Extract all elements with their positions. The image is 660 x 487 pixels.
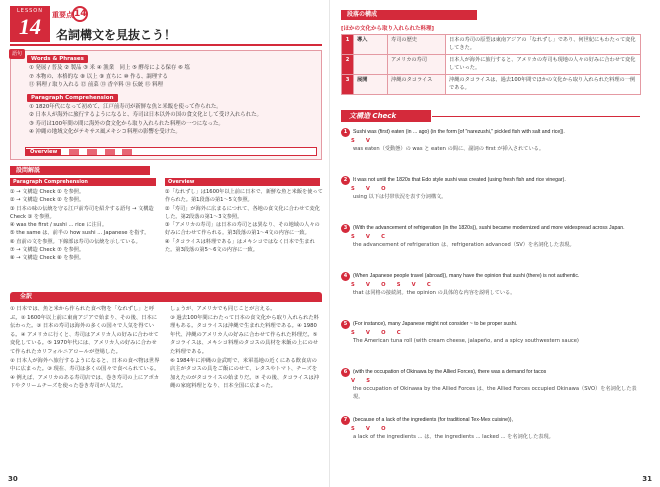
pc-line: ① → 文構造 Check ① を参照。 [10,189,85,195]
paragraph-line: ② 日本人が海外に旅行するようになると、寿司は日本以外の国の食文化として受け入れられた。 [29,112,262,119]
check-english: (because of a lack of the ingredients (for traditional Tex-Mex cuisine)), [353,417,513,423]
ov-line: ③「アメリカの寿司」は日本の寿司とは異なり、その地域の人々の好みに合わせて作られる。第3段落の第1〜4文の内容に一致。 [165,222,320,237]
check-note: the advancement of refrigeration は、refrigeration advanced（SV）を名詞化した表現。 [353,242,575,248]
translation-title: 全訳 [10,292,322,302]
row-index: 2 [342,55,354,75]
overview-label: Overview [26,149,61,156]
structure-subtitle: [ほかの文化から取り入れられた料理] [341,26,435,32]
row-kind: 導入 [354,35,388,55]
words-heading: Words & Phrases [27,55,88,63]
paragraph-line: ① 1820年代になって初めて、江戸前寿司が新鮮な魚と米飯を使って作られた。 [29,104,222,111]
row-index: 1 [342,35,354,55]
pc-heading: Paragraph Comprehension [10,178,156,186]
paragraph-heading: Paragraph Comprehension [27,94,118,102]
pc-line: ⑦ → 文構造 Check ⑦ を参照。 [10,247,85,254]
words-line: ⑦ 本物の、本格的な ⑧ 以上 ⑨ 直ちに ⑩ 作る、調理する [29,73,168,80]
check-item [341,128,641,153]
pc-line: ⑤ the same は、前半の how sushi ... Japanese を指す。 [10,230,150,237]
overview-chip [122,149,132,155]
translation-paragraph: ① 日本では、魚と米から作られた食べ物を「なれずし」と呼ぶ。② 1600年以上前に東南アジアで始まり、その後、日本に伝わった。③ 日本の寿司は海外の多くの国々で人気を得ている。④ アメリカに行くと、寿司はアメリカ人の好みに合わせて変化している。⑤ 1970年代には、アメリカ人の好みに合わせて作られたカリフォルニアロールが登場した。 [10,306,159,355]
check-item [341,416,641,441]
words-line: ① 発展 / 普及 ② 製品 ③ 米 ④ 漁業 同上 ⑤ 酵母による保存 ⑥ 塩 [29,65,190,72]
table-row [342,55,641,75]
check-note: the occupation of Okinawa by the Allied Forces は、the Allied Forces occupied Okinawa（SVO）を名詞化した表現。 [353,386,637,400]
lesson-number: 14 [19,14,41,39]
row-kind [354,55,388,75]
pc-line: ⑧ → 文構造 Check ⑧ を参照。 [10,255,85,262]
row-body: 日本人が海外に旅行すると、アメリカの寿司も現地の人々の好みに合わせて変化していった。 [446,55,641,75]
check-mark: 6 [341,368,350,377]
words-box [10,50,322,160]
row-body: 沖縄のタコライスは、過去100年間でほかの文化から取り入れられた料理の一例である。 [446,75,641,95]
row-title: アメリカの寿司 [388,55,446,75]
row-kind: 展開 [354,75,388,95]
pc-line: ⑥ 直前の文を参照。下線部は寿司の伝統を示している。 [10,238,141,245]
check-item [341,176,641,201]
row-title: 寿司の歴史 [388,35,446,55]
translation-col-2 [170,305,322,391]
check-english: (When Japanese people travel (abroad)), many have the opinion that sushi (there) is not authentic. [353,273,580,279]
page-title: 名詞構文を見抜こう！ [56,28,177,42]
pc-text [10,188,156,263]
check-mark: 2 [341,176,350,185]
overview-chip [105,149,115,155]
paragraph-line: ④ 沖縄の地域文化がテキサス風メキシコ料理の影響を受けた。 [29,129,181,136]
table-row [342,35,641,55]
check-sv: S V O [351,426,389,432]
structure-table [341,34,641,95]
check-item [341,368,641,401]
words-tag: 語句 [9,49,25,59]
check-mark: 3 [341,224,350,233]
check-sv: S V [351,138,373,144]
check-note: that は同格の接続詞。the opinion の具体的な内容を説明している。 [353,290,516,296]
structure-title: 段落の構成 [341,10,477,20]
section-title: 設問解説 [10,166,150,175]
translation-paragraph: ⑥ 1984年に沖縄の金武町で、米軍基地の近くにある飲食店の店主がタコスの具をご飯にのせて、レタスやトマト、チーズを加えたのがタコライスの始まりだ。⑦ その後、タコライスは沖縄の家庭料理となり、日本全国に広まった。 [170,357,320,390]
ov-line: ①「なれずし」は1600年以上前に日本で、新鮮な魚と米飯を使って作られた。第1段落の第1〜5文参照。 [165,189,323,204]
check-item [341,320,641,345]
overview-strip [25,147,317,156]
check-mark: 7 [341,416,350,425]
check-note: a lack of the ingredients ... は、the ingredients ... lacked ... を名詞化した表現。 [353,434,554,440]
lesson-badge [10,6,50,42]
grammar-tag: 重要点 [52,11,73,19]
grammar-number: 14 [72,6,88,22]
check-item [341,224,641,249]
check-divider [432,116,640,117]
row-body: 日本の寿司の原型は東南アジアの「なれずし」であり、何世紀にもわたって変化してきた。 [446,35,641,55]
translation-paragraph: ③ 過去100年間にわたって日本の食文化から取り入れられた料理もある。タコライスは沖縄で生まれた料理である。④ 1980年代、沖縄のアメリカ人の好みに合わせて作られた料理だ。⑤ タコライスは、メキシコ料理のタコスの具材を米飯の上にのせた料理である。 [170,314,319,355]
check-english: (With the advancement of refrigeration (in the 1820s)), sushi became modernized and more widespread across Japan. [353,225,625,231]
check-english: It was not until the 1820s that Edo style sushi was created (using fresh fish and rice vinegar). [353,177,566,183]
translation-col-1 [10,305,160,391]
lesson-label: LESSON [17,8,43,14]
pc-line: ④ was the first / sushi ... rice に注目。 [10,222,108,229]
check-note: The American tuna roll (with cream cheese, jalapeño, and a spicy southwestern sauce) [353,338,579,344]
check-sv: S V C [351,234,388,240]
check-title: 文構造 Check [341,110,431,122]
check-item [341,272,641,297]
translation-paragraph: しょうが、アメリカでも同じことが言える。 [170,306,276,312]
check-english: (with the occupation of Okinawa by the Allied Forces), there was a demand for tacos [353,369,547,375]
translation-paragraph: ② 日本人が海外へ旅行するようになると、日本の食べ物は世界中に広まった。③ 現在、寿司は多くの国々で食べられている。④ 例えば、アメリカのある寿司店では、巻き寿司の上にアボカドやクリームチーズを使った巻き寿司が人気だ。 [10,357,160,390]
ov-line: ②「寿司」が海外に広まるにつれて、各地の食文化に合わせて変化した。第2段落の第1〜3文参照。 [165,205,320,220]
table-row [342,75,641,95]
page-number-left: 30 [8,475,18,483]
overview-chip [87,149,97,155]
pc-line: ③ 日本の味の伝統を守る江戸前寿司を紹介する語句 → 文構造 Check ③ を参照。 [10,205,154,220]
row-title: 沖縄のタコライス [388,75,446,95]
check-mark: 1 [341,128,350,137]
ov-line: ④「タコライスは料理である」はメキシコではなく日本で生まれた。第3段落の第5〜6文の内容に一致。 [165,238,315,254]
row-index: 3 [342,75,354,95]
ov-text [165,188,323,254]
check-mark: 5 [341,320,350,329]
check-sv: S V O [351,186,389,192]
pc-line: ② → 文構造 Check ② を参照。 [10,197,85,204]
check-sv: S V O C [351,330,404,336]
check-english: Sushi was (first) eaten (in ... ago) (in the form [of "narezushi," pickled fish with salt and rice]). [353,129,565,135]
title-divider [10,44,322,46]
paragraph-line: ③ 寿司は100年間の間に海外の食文化から取り入れられた料理の一つになった。 [29,120,224,127]
check-mark: 4 [341,272,350,281]
words-line: ⑪ 料理 / 取り入れる ⑫ 前菜 ⑬ 香辛料 ⑭ 伝統 ⑮ 料理 [29,82,163,89]
check-note: using 以下は付帯状況を表す分詞構文。 [353,194,447,200]
check-english: (For instance), many Japanese might not consider ~ to be proper sushi. [353,321,518,327]
overview-chip [69,149,79,155]
page-number-right: 31 [642,475,652,483]
ov-heading: Overview [165,178,320,186]
check-note: was eaten（受動態）の was と eaten の間に、副詞の first が挿入されている。 [353,146,545,152]
check-sv: V S [351,378,373,384]
check-sv: S V O S V C [351,282,434,288]
